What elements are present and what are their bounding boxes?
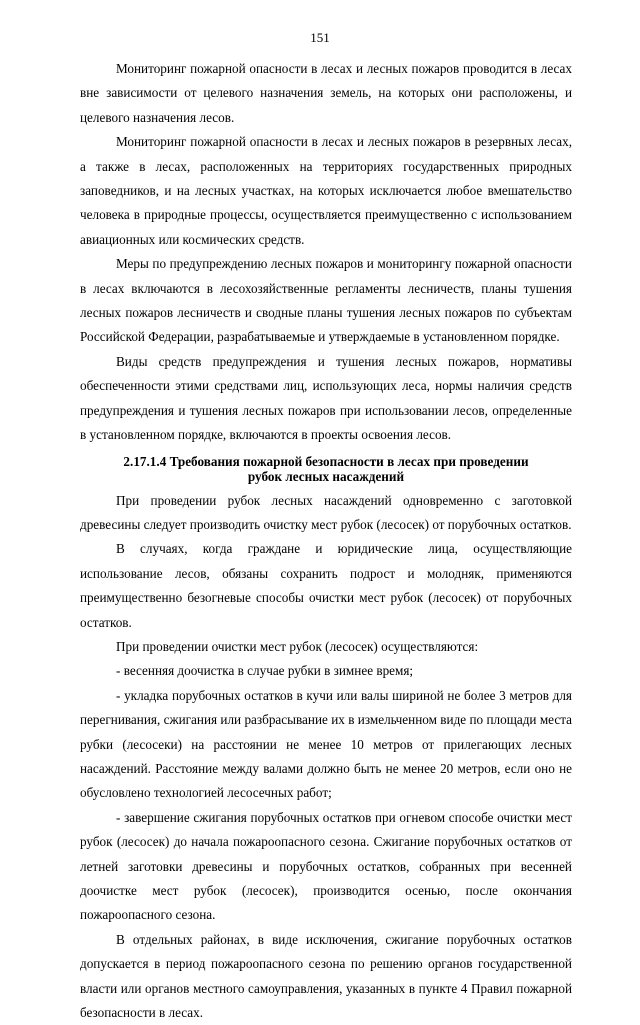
page-body bbox=[80, 57, 572, 1025]
paragraph: Виды средств предупреждения и тушения лесных пожаров, нормативы обеспеченности этими средствами лиц, использующих леса, нормы наличия средств предупреждения и тушения лесных пожаров при использовании лесов, определенные в установленном порядке, включаются в проекты освоения лесов. bbox=[80, 353, 572, 443]
list-item: - укладка порубочных остатков в кучи или валы шириной не более 3 метров для перегнивания, сжигания или разбрасывание их в измельченном виде по площади места рубки (лесосеки) на расстоянии не менее 10 метров от прилегающих лесных насаждений. Расстояние между валами должно быть не менее 20 метров, если оно не обусловлено технологией лесосечных работ; bbox=[80, 687, 572, 801]
paragraph: Мониторинг пожарной опасности в лесах и лесных пожаров в резервных лесах, а также в лесах, расположенных на территориях государственных природных заповедников, и на лесных участках, на которых исключается любое вмешательство человека в природные процессы, осуществляется преимущественно с использованием авиационных или космических средств. bbox=[80, 134, 572, 247]
paragraph: При проведении очистки мест рубок (лесосек) осуществляются: bbox=[116, 638, 479, 654]
paragraph: Меры по предупреждению лесных пожаров и мониторингу пожарной опасности в лесах включаются в лесохозяйственные регламенты лесничеств, планы тушения лесных пожаров лесничеств и сводные планы тушения лесных пожаров по субъектам Российской Федерации, разрабатываемые и утверждаемые в установленном порядке. bbox=[80, 256, 572, 345]
section-heading: 2.17.1.4 Требования пожарной безопасности в лесах при проведении рубок лесных насаждений bbox=[123, 453, 529, 484]
list-item: - завершение сжигания порубочных остатков при огневом способе очистки мест рубок (лесосек) до начала пожароопасного сезона. Сжигание порубочных остатков от летней заготовки древесины и порубочных остатков, собранных при весенней доочистке мест рубок (лесосек), производится осенью, после окончания пожароопасного сезона. bbox=[80, 809, 572, 923]
paragraph: Мониторинг пожарной опасности в лесах и лесных пожаров проводится в лесах вне зависимости от целевого назначения земель, на которых они расположены, и целевого назначения лесов. bbox=[80, 61, 572, 125]
paragraph: При проведении рубок лесных насаждений одновременно с заготовкой древесины следует производить очистку мест рубок (лесосек) от порубочных остатков. bbox=[80, 492, 572, 532]
list-item: - весенняя доочистка в случае рубки в зимнее время; bbox=[116, 663, 414, 679]
paragraph: В отдельных районах, в виде исключения, сжигание порубочных остатков допускается в период пожароопасного сезона по решению органов государственной власти или органов местного самоуправления, указанных в пункте 4 Правил пожарной безопасности в лесах. bbox=[80, 931, 572, 1021]
page-number: 151 bbox=[310, 30, 330, 45]
paragraph: В случаях, когда граждане и юридические лица, осуществляющие использование лесов, обязаны сохранить подрост и молодняк, применяются преимущественно безогневые способы очистки мест рубок (лесосек) от порубочных остатков. bbox=[80, 541, 572, 630]
